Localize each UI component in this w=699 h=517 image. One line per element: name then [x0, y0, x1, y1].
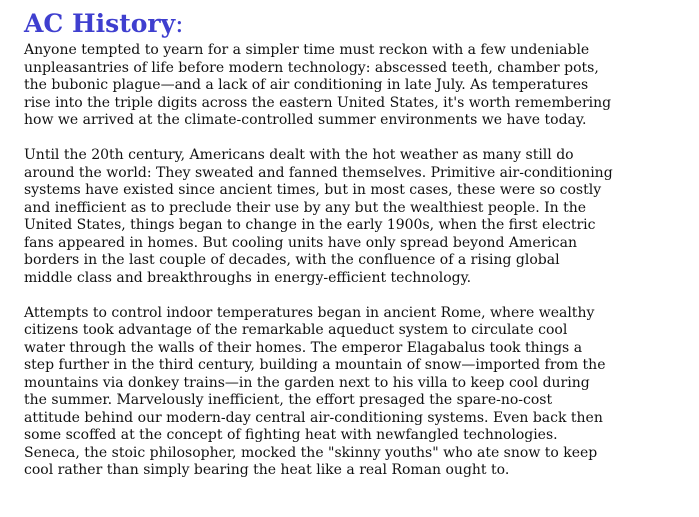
paragraph-line: systems have existed since ancient times, but in most cases, these were so costly	[24, 182, 602, 198]
paragraph-line: citizens took advantage of the remarkable aqueduct system to circulate cool	[24, 322, 568, 338]
paragraph-2	[24, 147, 694, 287]
paragraph-line: borders in the last couple of decades, with the confluence of a rising global	[24, 252, 560, 268]
page-title-colon: :	[175, 9, 184, 38]
paragraph-line: the bubonic plague—and a lack of air conditioning in late July. As temperatures	[24, 77, 589, 93]
paragraph-line: Until the 20th century, Americans dealt with the hot weather as many still do	[24, 147, 574, 163]
article	[24, 8, 694, 497]
paragraph-line: Seneca, the stoic philosopher, mocked the "skinny youths" who ate snow to keep	[24, 444, 598, 461]
paragraph-line: unpleasantries of life before modern technology: abscessed teeth, chamber pots,	[24, 59, 599, 76]
paragraph-line: Anyone tempted to yearn for a simpler time must reckon with a few undeniable	[24, 42, 590, 58]
paragraph-line: mountains via donkey trains—in the garden next to his villa to keep cool during	[24, 374, 590, 391]
paragraph-line: the summer. Marvelously inefficient, the effort presaged the spare-no-cost	[24, 392, 553, 408]
paragraph-line: attitude behind our modern-day central air-conditioning systems. Even back then	[24, 409, 603, 426]
paragraph-line: cool rather than simply bearing the heat like a real Roman ought to.	[24, 462, 510, 478]
paragraph-line: middle class and breakthroughs in energy-efficient technology.	[24, 269, 472, 286]
paragraph-line: Attempts to control indoor temperatures began in ancient Rome, where wealthy	[24, 304, 595, 321]
paragraph-line: fans appeared in homes. But cooling units have only spread beyond American	[24, 234, 577, 251]
paragraph-line: water through the walls of their homes. The emperor Elagabalus took things a	[24, 339, 583, 356]
paragraph-line: some scoffed at the concept of fighting heat with newfangled technologies.	[24, 427, 558, 443]
paragraph-line: United States, things began to change in the early 1900s, when the first electric	[24, 217, 596, 233]
page-title-text: AC History	[24, 9, 176, 38]
paragraph-line: how we arrived at the climate-controlled summer environments we have today.	[24, 112, 587, 128]
paragraph-line: around the world: They sweated and fanned themselves. Primitive air-conditioning	[24, 164, 613, 181]
paragraph-3	[24, 305, 694, 480]
paragraph-line: and inefficient as to preclude their use by any but the wealthiest people. In the	[24, 199, 587, 216]
paragraph-line: step further in the third century, building a mountain of snow—imported from the	[24, 357, 606, 373]
paragraph-1	[24, 42, 694, 130]
page-title	[24, 8, 694, 40]
paragraph-line: rise into the triple digits across the eastern United States, it's worth remembering	[24, 94, 612, 111]
